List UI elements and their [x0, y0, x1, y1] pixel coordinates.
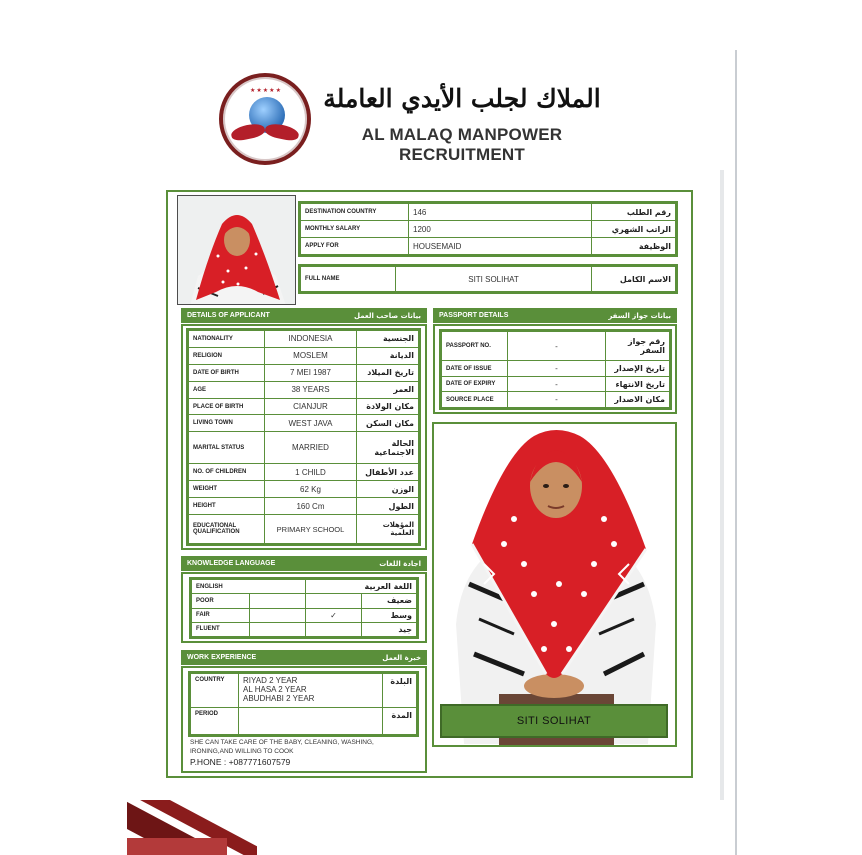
table-row: [301, 238, 676, 255]
table-row: [189, 498, 419, 515]
field-label: NATIONALITY: [189, 331, 265, 348]
name-plate: SITI SOLIHAT: [440, 704, 668, 738]
logo-stars: ★★★★★: [250, 87, 282, 94]
field-label: PLACE OF BIRTH: [189, 398, 265, 415]
table-row: [189, 415, 419, 432]
field-label-arabic: تاريخ الإصدار: [606, 361, 670, 377]
period-label-arabic: المدة: [383, 708, 417, 735]
country-entry: AL HASA 2 YEAR: [243, 685, 307, 694]
field-label: DATE OF BIRTH: [189, 364, 265, 381]
field-value: HOUSEMAID: [409, 238, 592, 255]
field-label-arabic: مكان الاصدار: [606, 392, 670, 408]
country-label-arabic: البلدة: [383, 674, 417, 708]
field-label: APPLY FOR: [301, 238, 409, 255]
skills-notes: SHE CAN TAKE CARE OF THE BABY, CLEANING, WASHING, IRONING,AND WILLING TO COOK: [190, 739, 374, 755]
field-value: -: [508, 332, 606, 361]
field-label-arabic: تاريخ الميلاد: [357, 364, 419, 381]
passport-section-header: [433, 308, 677, 323]
language-english-cell: [250, 622, 306, 636]
section-title-arabic: خبرة العمل: [382, 653, 421, 662]
field-label-arabic: مكان السكن: [357, 415, 419, 432]
country-list: [239, 674, 383, 708]
agency-logo: [219, 73, 311, 165]
table-row: [192, 594, 417, 608]
section-title: PASSPORT DETAILS: [439, 312, 509, 319]
period-label: PERIOD: [191, 708, 239, 735]
field-label-arabic: رقم الطلب: [592, 204, 676, 221]
country-entry: RIYAD 2 YEAR: [243, 676, 298, 685]
section-title: WORK EXPERIENCE: [187, 654, 257, 661]
field-label-arabic: الوظيفة: [592, 238, 676, 255]
field-value: WEST JAVA: [265, 415, 357, 432]
full-name-table: [298, 264, 678, 294]
passport-table: [439, 329, 672, 410]
field-value: 7 MEI 1987: [265, 364, 357, 381]
field-value: 38 YEARS: [265, 381, 357, 398]
field-label-arabic: الطول: [357, 498, 419, 515]
language-level-label: FLUENT: [192, 622, 250, 636]
field-label: DATE OF ISSUE: [442, 361, 508, 377]
field-label-arabic: الحالة الاجتماعية: [357, 432, 419, 464]
language-english-cell: [250, 594, 306, 608]
field-value: MOSLEM: [265, 347, 357, 364]
table-row: [442, 392, 670, 408]
field-value: MARRIED: [265, 432, 357, 464]
table-row: [189, 481, 419, 498]
field-label-arabic: عدد الأطفال: [357, 464, 419, 481]
agency-title-arabic: الملاك لجلب الأيدي العاملة: [323, 84, 601, 113]
field-label: NO. OF CHILDREN: [189, 464, 265, 481]
field-label: DATE OF EXPIRY: [442, 376, 508, 392]
applicant-section-header: [181, 308, 427, 323]
field-value: -: [508, 376, 606, 392]
table-row: [442, 376, 670, 392]
section-title-arabic: اجادة اللغات: [379, 559, 421, 568]
table-row: [191, 674, 417, 708]
application-table: [298, 201, 678, 257]
field-label: DESTINATION COUNTRY: [301, 204, 409, 221]
agency-title-english: AL MALAQ MANPOWER RECRUITMENT: [361, 125, 563, 164]
field-value: 1200: [409, 221, 592, 238]
language-header-arabic: اللغة العربية: [306, 580, 417, 594]
language-level-label: POOR: [192, 594, 250, 608]
field-label: EDUCATIONAL QUALIFICATION: [189, 515, 265, 544]
table-row: [189, 464, 419, 481]
footer-stripe: [127, 838, 227, 855]
field-value: -: [508, 361, 606, 377]
section-title-arabic: بيانات جواز السفر: [608, 311, 671, 320]
field-value: 160 Cm: [265, 498, 357, 515]
section-title: DETAILS OF APPLICANT: [187, 312, 270, 319]
country-label: COUNTRY: [191, 674, 239, 708]
table-row: [189, 364, 419, 381]
table-row: [189, 331, 419, 348]
language-arabic-cell: [306, 594, 362, 608]
checkmark-icon: ✓: [306, 608, 362, 622]
field-label: PASSPORT NO.: [442, 332, 508, 361]
table-row: [442, 332, 670, 361]
field-label-arabic: الجنسية: [357, 331, 419, 348]
table-row: [301, 221, 676, 238]
field-value: 1 CHILD: [265, 464, 357, 481]
full-name-label: FULL NAME: [301, 267, 396, 292]
field-value: 146: [409, 204, 592, 221]
table-row: [189, 515, 419, 544]
table-row: [192, 580, 417, 594]
table-row: [189, 347, 419, 364]
experience-section-header: [181, 650, 427, 665]
section-title: KNOWLEDGE LANGUAGE: [187, 560, 276, 567]
field-label-arabic: الراتب الشهري: [592, 221, 676, 238]
footer-decoration: [127, 800, 257, 855]
wing-right-icon: [264, 122, 300, 143]
field-value: INDONESIA: [265, 331, 357, 348]
language-header-english: ENGLISH: [192, 580, 306, 594]
table-row: [301, 267, 676, 292]
field-label: MARITAL STATUS: [189, 432, 265, 464]
field-label: LIVING TOWN: [189, 415, 265, 432]
sheet-edge: [720, 170, 724, 800]
applicant-photo-small: [177, 195, 296, 305]
table-row: [192, 608, 417, 622]
language-level-label-arabic: ضعيف: [362, 594, 417, 608]
table-row: [189, 381, 419, 398]
table-row: [442, 361, 670, 377]
language-level-label-arabic: جيد: [362, 622, 417, 636]
phone-number: P.HONE : +087771607579: [190, 757, 291, 767]
field-label: AGE: [189, 381, 265, 398]
table-row: [191, 708, 417, 735]
field-value: PRIMARY SCHOOL: [265, 515, 357, 544]
language-level-label-arabic: وسط: [362, 608, 417, 622]
field-label: HEIGHT: [189, 498, 265, 515]
field-label-arabic: تاريخ الانتهاء: [606, 376, 670, 392]
table-row: [189, 432, 419, 464]
field-label-arabic: الديانة: [357, 347, 419, 364]
applicant-table: [186, 328, 421, 546]
period-value: [239, 708, 383, 735]
field-value: 62 Kg: [265, 481, 357, 498]
table-row: [189, 398, 419, 415]
language-section-header: [181, 556, 427, 571]
language-english-cell: [250, 608, 306, 622]
language-level-label: FAIR: [192, 608, 250, 622]
applicant-photo-full: [432, 422, 677, 747]
section-title-arabic: بيانات صاحب العمل: [353, 311, 421, 320]
table-row: [301, 204, 676, 221]
language-arabic-cell: [306, 622, 362, 636]
field-label-arabic: المؤهلات العلمية: [357, 515, 419, 544]
experience-table: [188, 671, 419, 737]
wing-left-icon: [230, 122, 266, 143]
field-label: SOURCE PLACE: [442, 392, 508, 408]
full-name-value: SITI SOLIHAT: [396, 267, 592, 292]
field-label-arabic: رقم جواز السفر: [606, 332, 670, 361]
field-label: MONTHLY SALARY: [301, 221, 409, 238]
field-label-arabic: مكان الولادة: [357, 398, 419, 415]
field-value: CIANJUR: [265, 398, 357, 415]
field-label: WEIGHT: [189, 481, 265, 498]
full-name-label-arabic: الاسم الكامل: [592, 267, 676, 292]
field-label-arabic: العمر: [357, 381, 419, 398]
field-label: RELIGION: [189, 347, 265, 364]
field-label-arabic: الوزن: [357, 481, 419, 498]
country-entry: ABUDHABI 2 YEAR: [243, 694, 315, 703]
table-row: [192, 622, 417, 636]
language-table: [189, 577, 419, 639]
field-value: -: [508, 392, 606, 408]
